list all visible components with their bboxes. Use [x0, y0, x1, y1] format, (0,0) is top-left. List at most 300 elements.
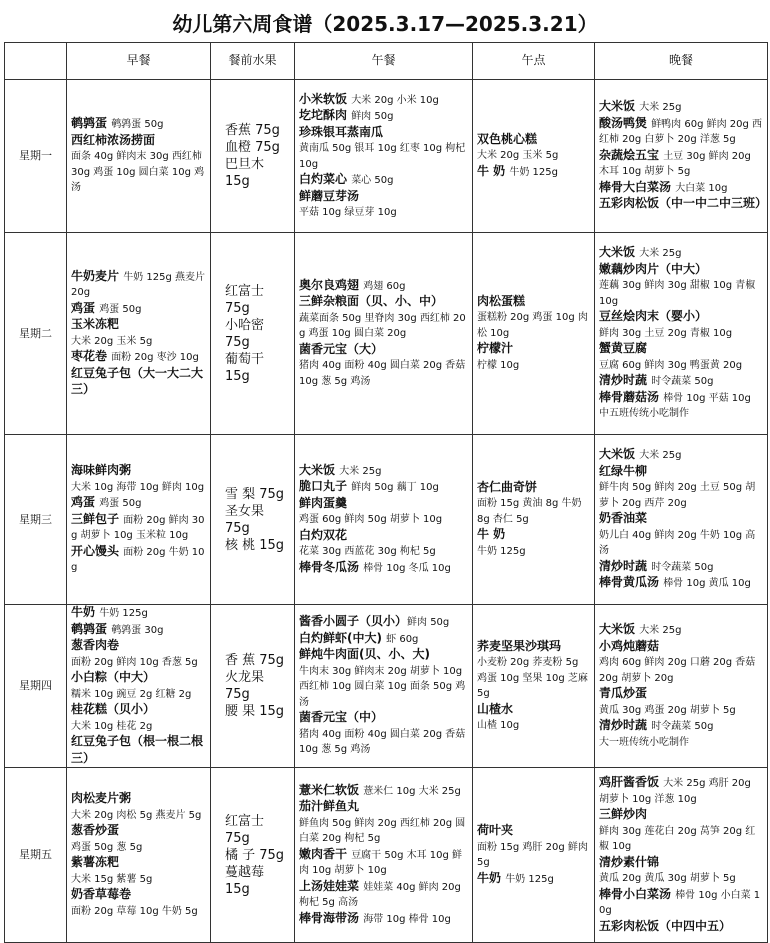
dish-name: 酸汤鸭煲: [599, 115, 652, 130]
menu-line: [477, 310, 590, 341]
ingredients: 鸡肉 60g 鲜肉 20g 口蘑 20g 香菇 20g 胡萝卜 20g: [599, 657, 756, 684]
menu-line: [299, 560, 468, 577]
ingredients: 牛奶 125g 燕麦片 20g: [71, 271, 205, 298]
dish-name: 牛奶麦片: [71, 268, 124, 283]
snack-cell: [473, 435, 595, 605]
dish-name: 清炒时蔬: [599, 373, 652, 388]
lunch-cell: [295, 233, 473, 435]
snack-cell: [473, 80, 595, 233]
ingredients: 牛奶 125g: [477, 545, 526, 557]
menu-line: [71, 512, 206, 544]
menu-line: [299, 710, 468, 727]
menu-line: [299, 528, 468, 545]
lunch-cell: [295, 605, 473, 768]
menu-line: [599, 447, 763, 464]
menu-line: [599, 262, 763, 279]
ingredients: 蛋糕粉 20g 鸡蛋 10g 肉松 10g: [477, 312, 588, 339]
dish-name: 大米饭: [599, 447, 640, 462]
ingredients: 鲜牛肉 50g 鲜肉 20g 土豆 50g 胡萝卜 20g 西芹 20g: [599, 482, 756, 509]
day-label: 星期四: [5, 605, 67, 768]
ingredients: 大米 25g: [639, 248, 682, 260]
menu-line: [71, 622, 206, 639]
ingredients: 大米 20g 玉米 5g: [477, 150, 559, 162]
menu-line: [599, 887, 763, 919]
fruit-item: 雪 梨 75g: [225, 486, 285, 502]
ingredients: 虾 60g: [386, 633, 419, 645]
day-label: 星期五: [5, 768, 67, 943]
menu-line: [477, 527, 590, 544]
fruit-item: 蔓越莓 15g: [225, 864, 265, 897]
dinner-cell: [595, 605, 768, 768]
header-breakfast: 早餐: [67, 43, 211, 80]
day-row: [5, 768, 768, 943]
dish-name: 清炒时蔬: [599, 558, 652, 573]
dish-name: 奶香草莓卷: [71, 887, 132, 901]
menu-line: [71, 544, 206, 576]
ingredients: 鸡蛋 50g: [99, 498, 142, 510]
menu-line: [599, 390, 763, 407]
menu-line: [477, 148, 590, 164]
fruit-item: 腰 果 15g: [225, 704, 285, 719]
ingredients: 小麦粉 20g 荞麦粉 5g 鸡蛋 10g 坚果 10g 芝麻 5g: [477, 657, 588, 699]
dish-name: 鸡蛋: [71, 300, 100, 315]
menu-line: [477, 164, 590, 181]
dish-name: 杂蔬烩五宝: [599, 147, 664, 162]
ingredients: 牛奶 125g: [505, 873, 554, 885]
ingredients: 大米 25g: [639, 102, 682, 114]
menu-line: [299, 614, 468, 631]
menu-line: [599, 871, 763, 887]
dish-name: 桂花糕（贝小）: [71, 702, 156, 716]
fruit-item: 葡萄干 15g: [225, 351, 265, 384]
menu-line: [71, 719, 206, 735]
dish-name: 葱香炒蛋: [71, 823, 120, 837]
ingredients: 豆腐干 50g 木耳 10g 鲜肉 10g 胡萝卜 10g: [299, 849, 463, 877]
menu-line: [599, 99, 763, 116]
ingredients: 奶儿白 40g 鲜肉 20g 牛奶 10g 高汤: [599, 529, 756, 557]
menu-line: [299, 512, 468, 528]
menu-line: [599, 116, 763, 148]
dish-name: 薏米仁软饭: [299, 782, 364, 797]
fruit-item: 核 桃 15g: [225, 537, 285, 553]
day-row: [5, 80, 768, 233]
ingredients: 豆腐 60g 鲜肉 30g 鸭蛋黄 20g: [599, 359, 743, 371]
header-row: [5, 43, 768, 80]
ingredients: 娃娃菜 40g 鲜肉 20g 枸杞 5g 高汤: [299, 881, 461, 909]
ingredients: 大米 20g 小米 10g: [351, 94, 439, 106]
dish-name: 荷叶夹: [477, 823, 514, 837]
ingredients: 猪肉 40g 面粉 40g 圆白菜 20g 香菇 10g 葱 5g 鸡汤: [299, 728, 466, 756]
menu-line: [71, 887, 206, 904]
day-row: [5, 435, 768, 605]
ingredients: 鹌鹑蛋 50g: [111, 119, 164, 131]
menu-line: [599, 575, 763, 592]
menu-line: [477, 544, 590, 560]
ingredients: 鸡翅 60g: [363, 280, 406, 292]
menu-line: [599, 855, 763, 872]
dish-name: 奥尔良鸡翅: [299, 277, 364, 292]
header-lunch: 午餐: [295, 43, 473, 80]
menu-line: [299, 205, 468, 221]
ingredients: 大米 20g 肉松 5g 燕麦片 5g: [71, 809, 202, 821]
dish-name: 大米饭: [599, 99, 640, 114]
menu-line: [599, 528, 763, 559]
fruit-cell: [211, 605, 295, 768]
ingredients: 面粉 15g 鸡肝 20g 鲜肉 5g: [477, 841, 588, 868]
dish-name: 鹌鹑蛋: [71, 621, 112, 636]
ingredients: 大米 10g 桂花 2g: [71, 720, 153, 732]
ingredients: 中五班传统小吃制作: [599, 408, 689, 420]
ingredients: 莲藕 30g 鲜肉 30g 甜椒 10g 青椒 10g: [599, 280, 756, 307]
fruit-item: 巴旦木 15g: [225, 157, 265, 189]
ingredients: 棒骨 10g 小白菜 10g: [599, 889, 761, 916]
dish-name: 牛奶: [71, 605, 100, 619]
ingredients: 面粉 20g 鲜肉 10g 香葱 5g: [71, 656, 198, 668]
ingredients: 棒骨 10g 冬瓜 10g: [363, 562, 451, 574]
fruit-item: 小哈密 75g: [225, 317, 265, 350]
ingredients: 面粉 20g 草莓 10g 牛奶 5g: [71, 905, 198, 917]
dish-name: 脆口丸子: [299, 479, 352, 494]
dish-name: 嫩肉香干: [299, 846, 352, 861]
ingredients: 平菇 10g 绿豆芽 10g: [299, 207, 397, 218]
ingredients: 鲜肉 30g 土豆 20g 青椒 10g: [599, 327, 733, 339]
fruit-item: 香 蕉 75g: [225, 653, 285, 668]
menu-line: [599, 480, 763, 511]
dish-name: 棒骨大白菜汤: [599, 179, 676, 194]
menu-line: [299, 358, 468, 389]
day-label: 星期三: [5, 435, 67, 605]
dish-name: 酱香小圆子（贝小）: [299, 614, 408, 629]
ingredients: 大米 25g 鸡肝 20g 胡萝卜 10g 洋葱 10g: [599, 778, 751, 805]
menu-line: [299, 125, 468, 142]
menu-line: [599, 511, 763, 528]
menu-line: [71, 638, 206, 655]
dish-name: 枣花卷: [71, 349, 112, 363]
menu-line: [599, 735, 763, 751]
dish-name: 牛奶: [477, 870, 506, 885]
breakfast-cell: [67, 605, 211, 768]
dish-name: 肉松麦片粥: [71, 791, 132, 805]
menu-line: [299, 189, 468, 206]
dish-name: 葱香肉卷: [71, 638, 120, 652]
ingredients: 海带 10g 棒骨 10g: [363, 913, 451, 925]
menu-line: [71, 734, 206, 767]
menu-line: [299, 799, 468, 816]
menu-line: [299, 342, 468, 359]
menu-line: [599, 655, 763, 686]
menu-line: [599, 824, 763, 855]
menu-line: [71, 904, 206, 920]
dish-name: 红豆兔子包（大一大二大三）: [71, 365, 204, 396]
dish-name: 山楂水: [477, 701, 514, 716]
ingredients: 鹌鹑蛋 30g: [111, 624, 164, 636]
ingredients: 土豆 30g 鲜肉 20g 木耳 10g 胡萝卜 5g: [599, 150, 751, 178]
menu-line: [299, 108, 468, 125]
menu-line: [299, 92, 468, 109]
ingredients: 时令蔬菜 50g: [651, 721, 714, 732]
dish-name: 鲜肉蛋羹: [299, 495, 348, 510]
fruit-item: 橘 子 75g: [225, 847, 285, 863]
menu-line: [599, 919, 763, 936]
ingredients: 鲜鱼肉 50g 鲜肉 20g 西红柿 20g 圆白菜 20g 枸杞 5g: [299, 817, 466, 845]
dish-name: 大米饭: [599, 622, 640, 636]
day-label: 星期二: [5, 233, 67, 435]
menu-line: [599, 639, 763, 656]
menu-line: [477, 132, 590, 149]
ingredients: 牛奶 125g: [509, 166, 558, 178]
ingredients: 鲜肉 50g 藕丁 10g: [351, 482, 439, 494]
dish-name: 红豆兔子包（根一根二根三）: [71, 734, 204, 765]
menu-line: [299, 816, 468, 847]
menu-line: [599, 622, 763, 639]
menu-line: [71, 116, 206, 133]
ingredients: 大米 25g: [339, 465, 382, 477]
ingredients: 鲜肉 50g: [407, 617, 450, 629]
menu-line: [71, 823, 206, 840]
menu-line: [299, 496, 468, 513]
dish-name: 杏仁曲奇饼: [477, 479, 538, 494]
breakfast-cell: [67, 80, 211, 233]
fruit-item: 火龙果 75g: [225, 670, 265, 702]
ingredients: 大米 15g 紫薯 5g: [71, 873, 153, 885]
dish-name: 柠檬汁: [477, 341, 514, 356]
breakfast-cell: [67, 435, 211, 605]
menu-line: [599, 278, 763, 309]
menu-line: [299, 727, 468, 758]
dish-name: 棒骨黄瓜汤: [599, 575, 664, 590]
menu-line: [599, 807, 763, 824]
ingredients: 大米 25g: [639, 450, 682, 462]
ingredients: 花菜 30g 西蓝花 30g 枸杞 5g: [299, 546, 436, 558]
breakfast-cell: [67, 233, 211, 435]
ingredients: 鲜鸭肉 60g 鲜肉 20g 西红柿 20g 白萝卜 20g 洋葱 5g: [599, 118, 763, 146]
lunch-cell: [295, 435, 473, 605]
ingredients: 棒骨 10g 平菇 10g: [663, 392, 751, 404]
menu-line: [299, 172, 468, 189]
header-dinner: 晚餐: [595, 43, 768, 80]
menu-line: [299, 141, 468, 172]
menu-line: [299, 544, 468, 560]
dinner-cell: [595, 80, 768, 233]
dish-name: 三鲜杂粮面（贝、小、中）: [299, 294, 444, 309]
dish-name: 鲜蘑豆芽汤: [299, 188, 360, 203]
menu-line: [477, 496, 590, 527]
lunch-cell: [295, 768, 473, 943]
ingredients: 薏米仁 10g 大米 25g: [363, 785, 461, 797]
dish-name: 棒骨冬瓜汤: [299, 559, 364, 574]
menu-line: [71, 317, 206, 334]
dish-name: 开心馒头: [71, 543, 124, 558]
fruit-cell: [211, 233, 295, 435]
fruit-cell: [211, 435, 295, 605]
ingredients: 面粉 20g 鲜肉 30g 胡萝卜 10g 玉米粒 10g: [71, 514, 205, 542]
fruit-item: 红富士 75g: [225, 283, 265, 316]
menu-line: [299, 278, 468, 295]
dish-name: 双色桃心糕: [477, 131, 538, 146]
menu-line: [477, 718, 590, 734]
ingredients: 牛肉末 30g 鲜肉末 20g 胡萝卜 10g 西红柿 10g 圆白菜 10g 面条 50g 鸡汤: [299, 665, 466, 708]
dish-name: 菌香元宝（大）: [299, 341, 384, 356]
menu-line: [71, 840, 206, 856]
fruit-cell: [211, 768, 295, 943]
dish-name: 三鲜炒肉: [599, 807, 648, 821]
fruit-cell: [211, 80, 295, 233]
dish-name: 圪坨酥肉: [299, 108, 352, 122]
day-row: [5, 233, 768, 435]
menu-line: [71, 808, 206, 824]
ingredients: 柠檬 10g: [477, 359, 520, 371]
dish-name: 白灼鲜虾(中大): [299, 630, 387, 645]
menu-line: [599, 703, 763, 719]
snack-cell: [473, 768, 595, 943]
dish-name: 鸡肝酱香饭: [599, 775, 664, 789]
ingredients: 鸡蛋 50g: [99, 303, 142, 315]
ingredients: 面粉 15g 黄油 8g 牛奶 8g 杏仁 5g: [477, 498, 582, 525]
menu-line: [299, 879, 468, 911]
menu-line: [599, 180, 763, 197]
page-title: 幼儿第六周食谱（2025.3.17—2025.3.21）: [172, 12, 598, 36]
dish-name: 肉松蛋糕: [477, 293, 526, 308]
ingredients: 鲜肉 30g 莲花白 20g 莴笋 20g 红椒 10g: [599, 825, 756, 852]
menu-line: [299, 911, 468, 928]
menu-line: [71, 480, 206, 496]
menu-line: [299, 463, 468, 480]
ingredients: 鲜肉 50g: [351, 111, 394, 122]
dish-name: 荞麦坚果沙琪玛: [477, 638, 562, 653]
ingredients: 鸡蛋 60g 鲜肉 50g 胡萝卜 10g: [299, 514, 443, 526]
menu-line: [299, 847, 468, 879]
day-row: [5, 605, 768, 768]
dish-name: 蟹黄豆腐: [599, 341, 648, 356]
menu-line: [71, 702, 206, 719]
menu-line: [477, 655, 590, 702]
dish-name: 小鸡炖蘑菇: [599, 638, 660, 653]
dish-name: 牛 奶: [477, 163, 510, 178]
dish-name: 珍珠银耳蒸南瓜: [299, 124, 384, 139]
fruit-item: 血橙 75g: [225, 140, 280, 155]
dish-name: 奶香油菜: [599, 511, 648, 526]
menu-line: [71, 133, 206, 150]
menu-line: [299, 479, 468, 496]
ingredients: 牛奶 125g: [99, 608, 148, 619]
dish-name: 三鲜包子: [71, 511, 124, 526]
menu-line: [71, 349, 206, 366]
ingredients: 大米 10g 海带 10g 鲜肉 10g: [71, 481, 205, 493]
dish-name: 小米软饭: [299, 91, 352, 106]
dish-name: 棒骨小白菜汤: [599, 886, 676, 901]
dish-name: 豆丝烩肉末（婴小）: [599, 309, 708, 324]
ingredients: 糯米 10g 豌豆 2g 红糖 2g: [71, 688, 192, 700]
menu-line: [299, 647, 468, 664]
dish-name: 紫薯冻粑: [71, 855, 120, 869]
menu-line: [477, 639, 590, 656]
dish-name: 大米饭: [599, 245, 640, 260]
ingredients: 大白菜 10g: [675, 182, 728, 194]
menu-line: [599, 686, 763, 703]
dish-name: 棒骨海带汤: [299, 910, 364, 925]
breakfast-cell: [67, 768, 211, 943]
menu-line: [477, 341, 590, 358]
day-label: 星期一: [5, 80, 67, 233]
lunch-cell: [295, 80, 473, 233]
dish-name: 清炒素什锦: [599, 854, 660, 869]
ingredients: 山楂 10g: [477, 720, 520, 731]
dish-name: 红绿牛柳: [599, 463, 648, 478]
dish-name: 五彩肉松饭（中四中五）: [599, 918, 732, 933]
menu-line: [599, 148, 763, 180]
menu-line: [599, 718, 763, 735]
dinner-cell: [595, 768, 768, 943]
dish-name: 青瓜炒蛋: [599, 686, 648, 700]
menu-line: [71, 872, 206, 888]
menu-line: [71, 605, 206, 622]
ingredients: 猪肉 40g 面粉 40g 圆白菜 20g 香菇 10g 葱 5g 鸡汤: [299, 360, 466, 387]
menu-line: [71, 463, 206, 480]
ingredients: 时令蔬菜 50g: [651, 561, 714, 573]
dish-name: 白灼菜心: [299, 172, 352, 186]
dish-name: 大米饭: [299, 462, 340, 477]
menu-line: [599, 326, 763, 342]
menu-line: [299, 631, 468, 648]
dish-name: 上汤娃娃菜: [299, 878, 364, 893]
menu-line: [299, 783, 468, 800]
dish-name: 嫩藕炒肉片（中大）: [599, 261, 708, 276]
ingredients: 黄瓜 30g 鸡蛋 20g 胡萝卜 5g: [599, 704, 736, 716]
ingredients: 大米 25g: [639, 625, 682, 636]
menu-line: [599, 406, 763, 422]
ingredients: 面条 40g 鲜肉末 30g 西红柿 30g 鸡蛋 10g 圆白菜 10g 鸡汤: [71, 151, 205, 194]
dish-name: 小白粽（中大）: [71, 670, 156, 684]
menu-line: [71, 495, 206, 512]
menu-line: [599, 309, 763, 326]
header-corner: [5, 43, 67, 80]
dish-name: 菌香元宝（中）: [299, 710, 384, 725]
menu-line: [599, 464, 763, 481]
dish-name: 鸡蛋: [71, 495, 100, 510]
ingredients: 黄瓜 20g 黄瓜 30g 胡萝卜 5g: [599, 873, 736, 884]
menu-line: [477, 480, 590, 497]
fruit-item: 香蕉 75g: [225, 123, 280, 138]
menu-line: [477, 702, 590, 719]
menu-line: [71, 149, 206, 196]
menu-line: [599, 775, 763, 807]
menu-line: [299, 664, 468, 711]
menu-line: [477, 823, 590, 840]
dish-name: 茄汁鲜鱼丸: [299, 799, 360, 814]
ingredients: 面粉 20g 牛奶 10g: [71, 546, 205, 574]
menu-line: [71, 687, 206, 703]
menu-line: [71, 655, 206, 671]
menu-line: [477, 871, 590, 888]
dish-name: 棒骨蘑菇汤: [599, 389, 664, 404]
ingredients: 大米 20g 玉米 5g: [71, 335, 153, 347]
ingredients: 大一班传统小吃制作: [599, 736, 689, 748]
ingredients: 棒骨 10g 黄瓜 10g: [663, 578, 751, 590]
menu-line: [71, 301, 206, 318]
menu-line: [71, 366, 206, 399]
menu-line: [71, 791, 206, 808]
dish-name: 西红柿浓汤捞面: [71, 132, 156, 147]
dish-name: 海味鲜肉粥: [71, 463, 132, 478]
dish-name: 玉米冻粑: [71, 317, 120, 331]
ingredients: 菜心 50g: [351, 175, 394, 186]
ingredients: 蔬菜面条 50g 里脊肉 30g 西红柿 20g 鸡蛋 10g 圆白菜 20g: [299, 312, 466, 340]
menu-line: [299, 294, 468, 311]
menu-line: [599, 373, 763, 390]
dinner-cell: [595, 435, 768, 605]
menu-table: [4, 42, 768, 943]
dish-name: 鲜炖牛肉面(贝、小、大): [299, 647, 430, 662]
